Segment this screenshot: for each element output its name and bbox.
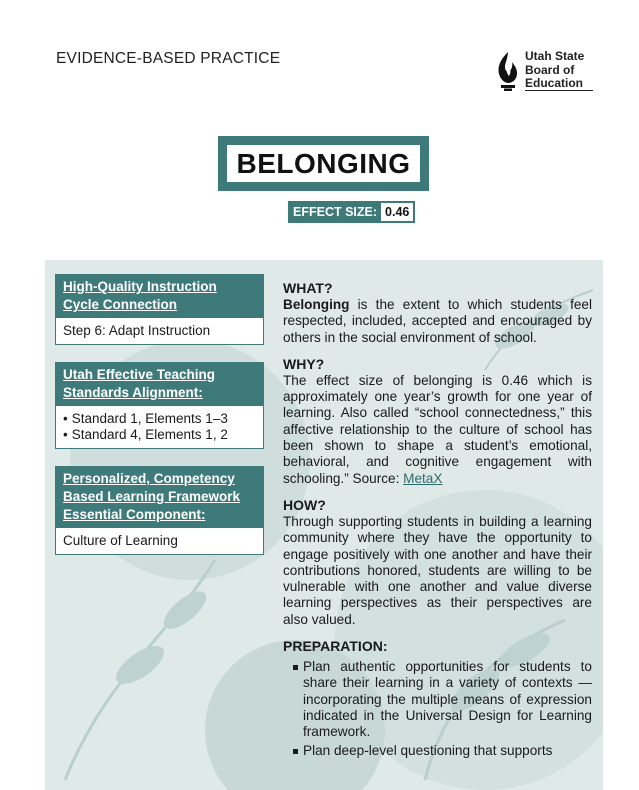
card-body: Culture of Learning [63,533,178,548]
how-section [283,497,592,628]
instruction-cycle-card [55,274,264,345]
card-heading[interactable]: Personalized, Competency Based Learning Framework Essential Component: [56,467,263,528]
teaching-standards-card [55,362,264,449]
usbe-logo [493,48,603,94]
section-heading: HOW? [283,496,326,513]
card-heading[interactable]: High-Quality Instruction Cycle Connection [56,275,263,318]
flame-lamp-icon [493,50,523,92]
effect-size-value: 0.46 [381,203,413,221]
list-item: • Standard 4, Elements 1, 2 [63,427,256,443]
page-title: BELONGING [227,145,420,182]
header-label: EVIDENCE-BASED PRACTICE [56,50,281,67]
section-text: Through supporting students in building a learning community where they have the opportunity to engage positively with one another and have their contributions honored, students are willing to be vulnerable with one another and value diverse learning perspectives as their perspectives are also valued. [283,513,592,627]
logo-line: Education [525,76,584,90]
section-text: The effect size of belonging is 0.46 which is approximately one year’s growth for one year of learning. Also called “school connectedness,” this affective relationship to the culture of school has been shown to shape a student’s emotional, behavioral, and cognitive engagement with schooling.” Source: MetaX [283,372,592,486]
title-box [218,136,429,191]
logo-line: Utah State [525,49,585,63]
card-body [56,406,263,448]
effect-size-badge [288,201,415,223]
card-body: Step 6: Adapt Instruction [63,323,211,338]
list-item: • Standard 1, Elements 1–3 [63,411,256,427]
list-item: Plan authentic opportunities for students to share their learning in a variety of contexts — incorporating the multiple means of expression indicated in the Universal Design for Learning framework. [303,659,592,740]
section-heading: WHY? [283,355,325,372]
main-content [283,280,592,769]
what-section [283,280,592,346]
section-text: Belonging is the extent to which students feel respected, included, accepted and encouraged by others in the social environment of school. [283,297,592,345]
logo-line: Board of [525,62,575,77]
card-heading[interactable]: Utah Effective Teaching Standards Alignment: [56,363,263,406]
list-item: Plan deep-level questioning that supports [303,743,592,759]
section-heading: WHAT? [283,280,333,296]
source-link[interactable]: MetaX [403,470,443,486]
why-section [283,356,592,487]
competency-framework-card [55,466,264,555]
section-heading: PREPARATION: [283,638,388,655]
preparation-section [283,638,592,759]
effect-size-label: EFFECT SIZE: [293,205,378,219]
